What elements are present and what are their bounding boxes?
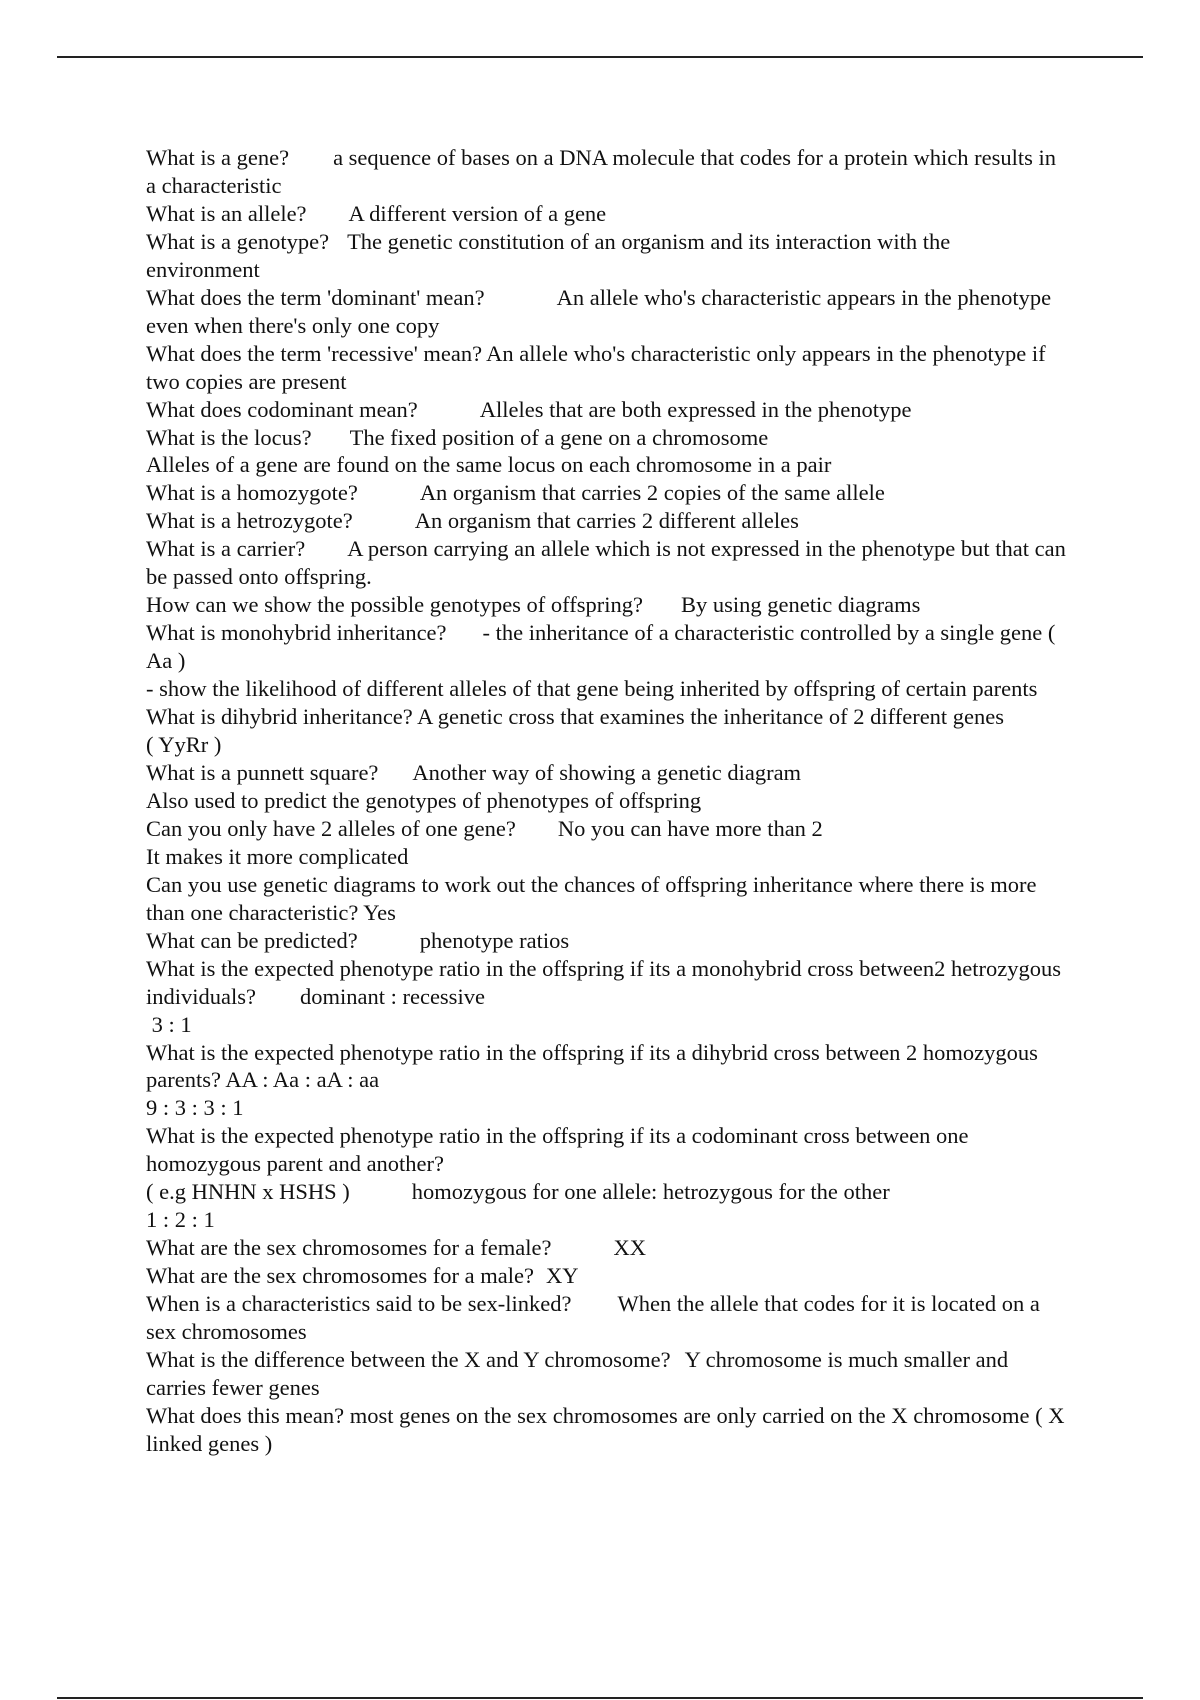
entry-recessive xyxy=(146,340,1066,396)
answer: By using genetic diagrams xyxy=(681,592,921,618)
question: What is the difference between the X and Y chromosome? xyxy=(146,1346,671,1372)
question: What does this mean? xyxy=(146,1402,345,1428)
entry-meaning xyxy=(146,1402,1071,1458)
entry-punnett xyxy=(146,759,1066,787)
question: ( e.g HNHN x HSHS ) xyxy=(146,1179,350,1205)
answer: Another way of showing a genetic diagram xyxy=(412,759,802,785)
note: Alleles of a gene are found on the same locus on each chromosome in a pair xyxy=(146,452,832,478)
entry-codominant-ratio-value xyxy=(146,1206,1066,1234)
question: What are the sex chromosomes for a male? xyxy=(146,1263,534,1289)
question: What can be predicted? xyxy=(146,927,358,953)
note: - show the likelihood of different alleles of that gene being inherited by offspring of certain parents xyxy=(146,676,1038,702)
entry-monohybrid-ratio xyxy=(146,955,1066,1011)
entry-dihybrid xyxy=(146,703,1066,731)
entry-punnett-note xyxy=(146,787,1066,815)
answer: An organism that carries 2 copies of the same allele xyxy=(419,480,885,506)
answer: phenotype ratios xyxy=(419,927,570,953)
entry-multiple-alleles xyxy=(146,815,1066,843)
question: When is a characteristics said to be sex-linked? xyxy=(146,1291,572,1317)
answer: Yes xyxy=(363,899,396,925)
entry-monohybrid-note xyxy=(146,675,1066,703)
answer: most genes on the sex chromosomes are only carried on the X chromosome ( X linked genes ) xyxy=(146,1402,1071,1456)
entry-female-chromosomes xyxy=(146,1234,1066,1262)
note: ( YyRr ) xyxy=(146,732,222,758)
entry-dihybrid-ratio-value xyxy=(146,1094,1066,1122)
entry-codominant-ratio xyxy=(146,1122,1066,1178)
answer: An organism that carries 2 different alleles xyxy=(414,508,799,534)
question: What does codominant mean? xyxy=(146,396,418,422)
entry-multiple-characteristics xyxy=(146,871,1066,927)
question: What is dihybrid inheritance? xyxy=(146,704,413,730)
answer: When the allele that codes for it is located on a sex chromosomes xyxy=(146,1291,1046,1345)
flashcard-text xyxy=(146,144,1072,1458)
answer: A different version of a gene xyxy=(348,200,607,226)
question: What is an allele? xyxy=(146,200,307,226)
question: How can we show the possible genotypes of offspring? xyxy=(146,592,643,618)
question: What is a homozygote? xyxy=(146,480,358,506)
answer: a sequence of bases on a DNA molecule that codes for a protein which results in a characteristic xyxy=(146,145,1062,198)
question: What is a punnett square? xyxy=(146,759,379,785)
answer: The genetic constitution of an organism and its interaction with the environment xyxy=(146,228,956,282)
question: What is the expected phenotype ratio in the offspring if its a monohybrid cross between2 hetrozygous individuals? xyxy=(146,955,1067,1009)
answer: XY xyxy=(545,1263,579,1289)
question: Can you use genetic diagrams to work out the chances of offspring inheritance where there is more than one characteristic? xyxy=(146,871,1043,925)
entry-monohybrid-ratio-value xyxy=(146,1011,1066,1039)
entry-carrier xyxy=(146,535,1072,591)
question: What does the term 'recessive' mean? xyxy=(146,340,483,366)
question: What is the expected phenotype ratio in the offspring if its a codominant cross between one homozygous parent and another? xyxy=(146,1123,975,1177)
note: It makes it more complicated xyxy=(146,843,409,869)
entry-gene xyxy=(146,144,1066,200)
answer: A person carrying an allele which is not expressed in the phenotype but that can be passed onto offspring. xyxy=(146,536,1072,590)
entry-genetic-diagrams xyxy=(146,591,1066,619)
entry-homozygote xyxy=(146,479,1066,507)
answer: Y chromosome is much smaller and carries fewer genes xyxy=(146,1346,1014,1400)
question: What is a hetrozygote? xyxy=(146,508,353,534)
answer: - the inheritance of a characteristic controlled by a single gene ( Aa ) xyxy=(146,620,1060,674)
question: What is a carrier? xyxy=(146,536,306,562)
entry-hetrozygote xyxy=(146,507,1066,535)
question: What is the locus? xyxy=(146,424,312,450)
answer: Alleles that are both expressed in the phenotype xyxy=(479,396,912,422)
answer: The fixed position of a gene on a chromosome xyxy=(349,424,769,450)
entry-allele xyxy=(146,200,1066,228)
entry-codominant-example xyxy=(146,1178,1066,1206)
answer: dominant : recessive xyxy=(299,983,485,1009)
note: 1 : 2 : 1 xyxy=(146,1207,215,1233)
entry-genotype xyxy=(146,228,1066,284)
note: 9 : 3 : 3 : 1 xyxy=(146,1095,244,1121)
answer: AA : Aa : aA : aa xyxy=(225,1067,380,1093)
top-rule xyxy=(57,56,1143,58)
question: What does the term 'dominant' mean? xyxy=(146,284,485,310)
entry-dihybrid-ratio xyxy=(146,1039,1066,1095)
answer: homozygous for one allele: hetrozygous for the other xyxy=(411,1179,890,1205)
entry-x-y-difference xyxy=(146,1346,1066,1402)
answer: An allele who's characteristic only appears in the phenotype if two copies are present xyxy=(146,340,1052,394)
answer: An allele who's characteristic appears in the phenotype even when there's only one copy xyxy=(146,284,1057,338)
entry-codominant xyxy=(146,396,1066,424)
question: What is a genotype? xyxy=(146,228,330,254)
question: What are the sex chromosomes for a female? xyxy=(146,1235,552,1261)
entry-locus xyxy=(146,424,1066,452)
answer: No you can have more than 2 xyxy=(557,815,823,841)
question: What is the expected phenotype ratio in the offspring if its a dihybrid cross between 2 homozygous parents? xyxy=(146,1039,1044,1093)
note: 3 : 1 xyxy=(146,1011,192,1037)
note: Also used to predict the genotypes of phenotypes of offspring xyxy=(146,787,702,813)
entry-male-chromosomes xyxy=(146,1262,1066,1290)
entry-dihybrid-note xyxy=(146,731,1066,759)
question: What is a gene? xyxy=(146,145,290,170)
question: Can you only have 2 alleles of one gene? xyxy=(146,815,516,841)
answer: XX xyxy=(613,1235,646,1261)
entry-sex-linked xyxy=(146,1290,1066,1346)
entry-predicted xyxy=(146,927,1066,955)
question: What is monohybrid inheritance? xyxy=(146,620,447,646)
bottom-rule xyxy=(57,1697,1143,1699)
entry-multiple-alleles-note xyxy=(146,843,1066,871)
entry-monohybrid xyxy=(146,619,1066,675)
answer: A genetic cross that examines the inheritance of 2 different genes xyxy=(417,704,1005,730)
entry-dominant xyxy=(146,284,1066,340)
entry-locus-note xyxy=(146,451,1066,479)
